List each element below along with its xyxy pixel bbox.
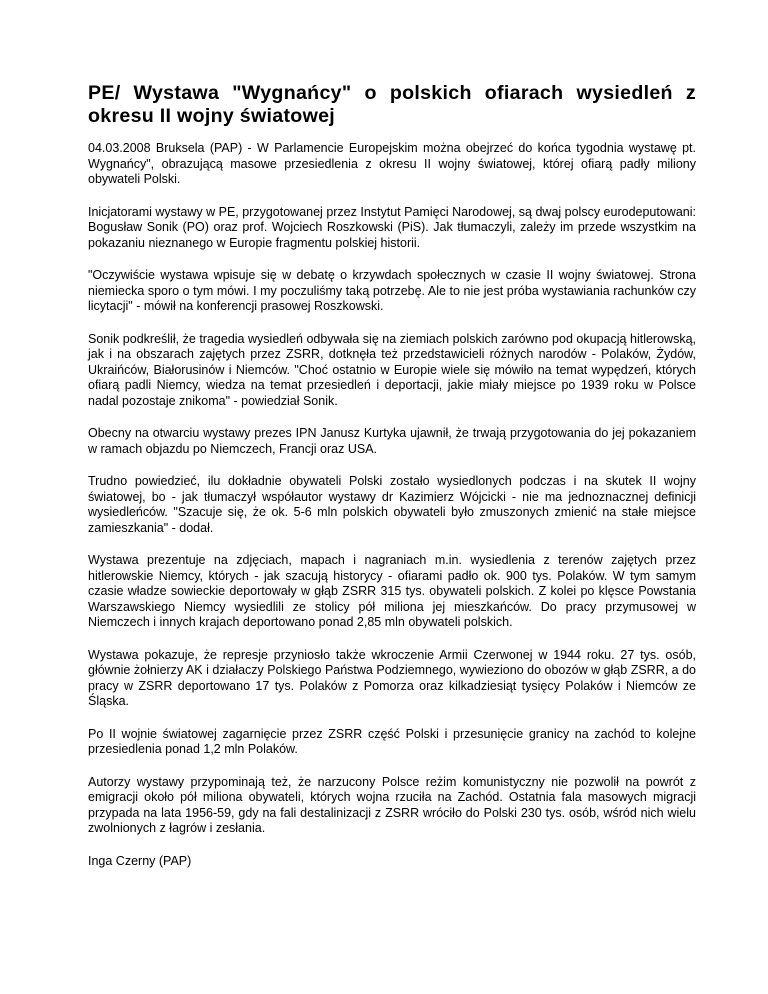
paragraph-emigration: Autorzy wystawy przypominają też, że narzucony Polsce reżim komunistyczny nie pozwolił na powrót z emigracji około pół miliona obywateli, których wojna rzuciła na Zachód. Ostatnia fala masowych migracji przypada na lata 1956-59, gdy na fali destalinizacji z ZSRR wróciło do Polski 230 tys. osób, wśród nich wielu zwolnionych z łagrów i zesłania.	[88, 774, 696, 835]
paragraph-lead: 04.03.2008 Bruksela (PAP) - W Parlamencie Europejskim można obejrzeć do końca tygodnia wystawę pt. Wygnańcy", obrazującą masowe przesiedlenia z okresu II wojny światowej, której ofiarą padły miliony obywateli Polski.	[88, 141, 696, 186]
paragraph-sonik: Sonik podkreślił, że tragedia wysiedleń odbywała się na ziemiach polskich zarówno pod okupacją hitlerowską, jak i na obszarach zajętych przez ZSRR, dotknęła też przedstawicieli różnych narodów - Polaków, Żydów, Ukraińców, Białorusinów i Niemców. "Choć ostatnio w Europie wiele się mówiło na temat wypędzeń, których ofiarą padli Niemcy, wiedza na temat przesiedleń i deportacji, jakie miały miejsce po 1939 roku w Polsce nadal pozostaje znikoma" - powiedział Sonik.	[88, 331, 696, 408]
article-author: Inga Czerny (PAP)	[88, 853, 192, 868]
article-title: PE/ Wystawa "Wygnańcy" o polskich ofiarach wysiedleń z okresu II wojny światowej	[88, 82, 696, 127]
paragraph-initiators: Inicjatorami wystawy w PE, przygotowanej przez Instytut Pamięci Narodowej, są dwaj polscy eurodeputowani: Bogusław Sonik (PO) oraz prof. Wojciech Roszkowski (PiS). Jak tłumaczyli, zależy im przede wszystkim na pokazaniu nieznanego w Europie fragmentu polskiej historii.	[88, 204, 696, 250]
paragraph-roszkowski-quote: "Oczywiście wystawa wpisuje się w debatę o krzywdach społecznych w czasie II wojny światowej. Strona niemiecka sporo o tym mówi. I my poczuliśmy taką potrzebę. Ale to nie jest próba wystawiania rachunków czy licytacji" - mówił na konferencji prasowej Roszkowski.	[88, 268, 696, 313]
paragraph-post-war: Po II wojnie światowej zagarnięcie przez ZSRR część Polski i przesunięcie granicy na zachód to kolejne przesiedlenia ponad 1,2 mln Polaków.	[88, 726, 696, 756]
paragraph-red-army: Wystawa pokazuje, że represje przyniosło także wkroczenie Armii Czerwonej w 1944 roku. 27 tys. osób, głównie żołnierzy AK i działaczy Polskiego Państwa Podziemnego, wywieziono do obozów w głąb ZSRR, a do pracy w ZSRR deportowano 17 tys. Polaków z Pomorza oraz kilkadziesiąt tysięcy Polaków i Niemców ze Śląska.	[88, 647, 696, 708]
paragraph-exhibition-content: Wystawa prezentuje na zdjęciach, mapach i nagraniach m.in. wysiedlenia z terenów zajętych przez hitlerowskie Niemcy, których - jak szacują historycy - ofiarami padło ok. 900 tys. Polaków. W tym samym czasie władze sowieckie deportowały w głąb ZSRR 315 tys. obywateli polskich. Z kolei po klęsce Powstania Warszawskiego Niemcy wysiedlili ze stolicy pół miliona jej mieszkańców. Do pracy przymusowej w Niemczech i innych krajach deportowano ponad 2,85 mln obywateli polskich.	[88, 553, 696, 629]
paragraph-wojcicki: Trudno powiedzieć, ilu dokładnie obywateli Polski zostało wysiedlonych podczas i na skutek II wojny światowej, bo - jak tłumaczył współautor wystawy dr Kazimierz Wójcicki - nie ma jednoznacznej definicji wysiedleńców. "Szacuje się, że ok. 5-6 mln polskich obywateli było zmuszonych zmienić na stałe miejsce zamieszkania" - dodał.	[88, 474, 696, 535]
paragraph-kurtyka: Obecny na otwarciu wystawy prezes IPN Janusz Kurtyka ujawnił, że trwają przygotowania do jej pokazaniem w ramach objazdu po Niemczech, Francji oraz USA.	[88, 426, 696, 456]
document-page	[88, 82, 696, 886]
